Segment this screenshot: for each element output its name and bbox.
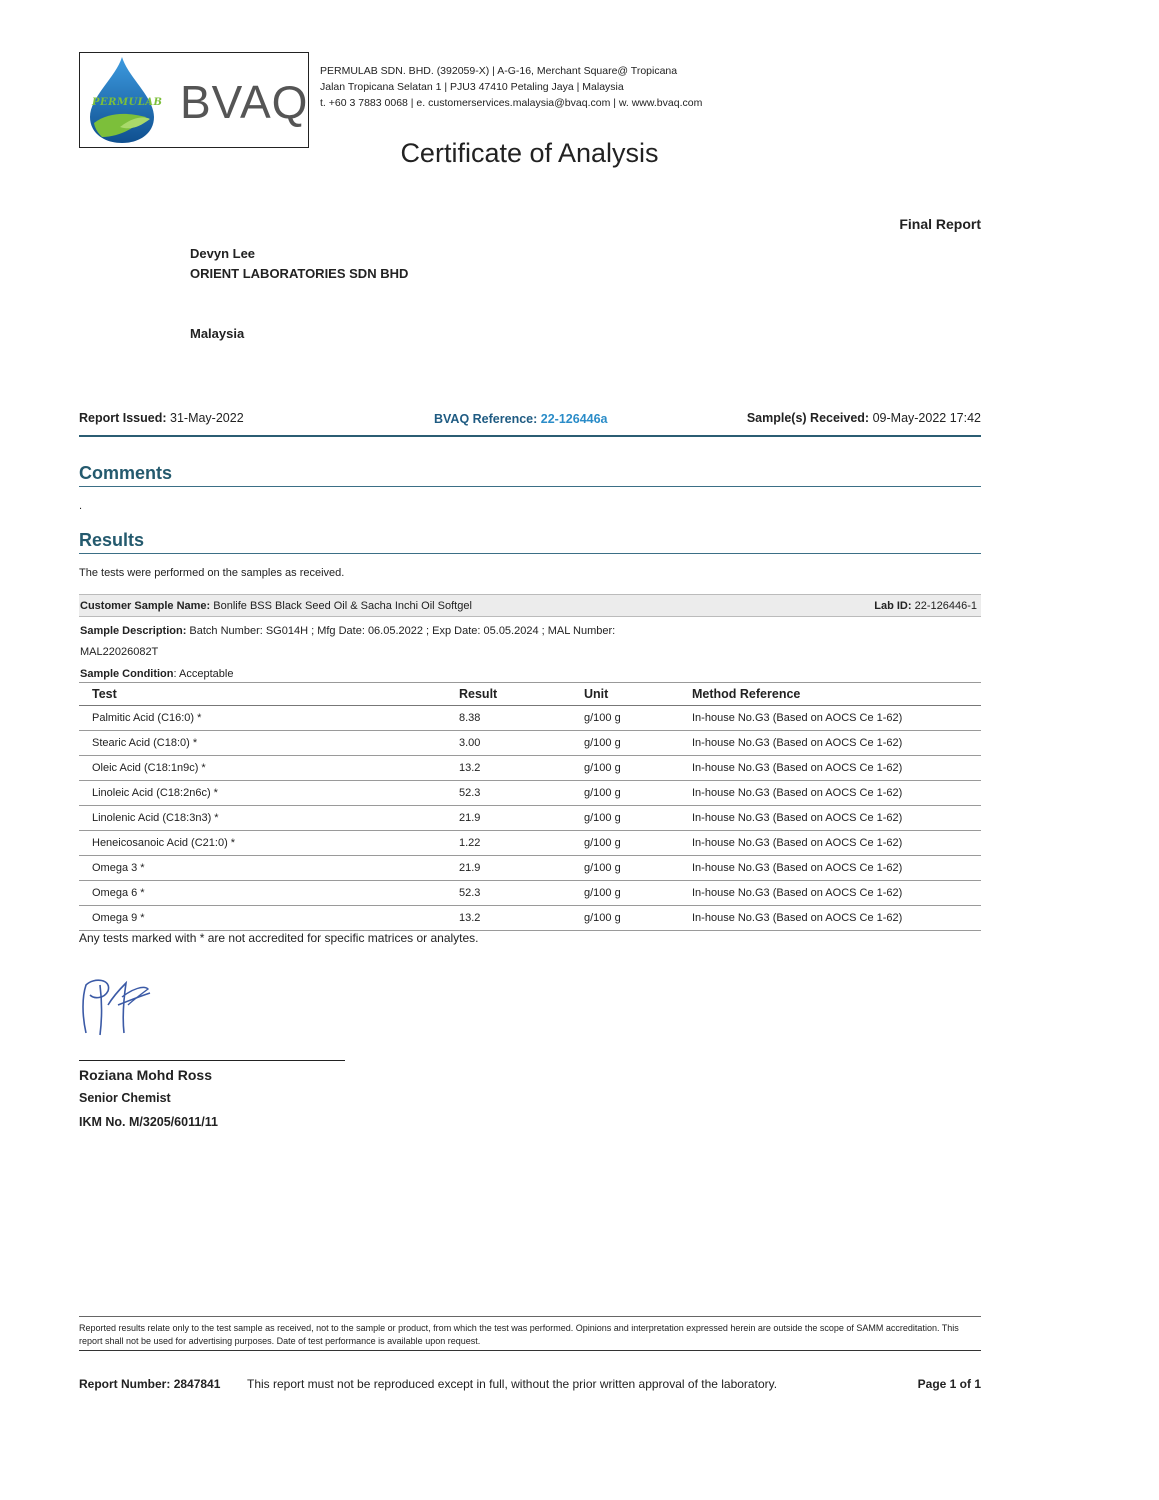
- sample-description-cont: MAL22026082T: [80, 646, 159, 658]
- lab-id: [874, 600, 977, 612]
- test-cell: Omega 9 *: [79, 906, 459, 931]
- method-cell: In-house No.G3 (Based on AOCS Ce 1-62): [692, 706, 981, 731]
- column-header-test: Test: [79, 683, 459, 706]
- reproduce-note: This report must not be reproduced except in full, without the prior written approval of the laboratory.: [247, 1377, 778, 1391]
- method-cell: In-house No.G3 (Based on AOCS Ce 1-62): [692, 806, 981, 831]
- sample-description: [80, 625, 615, 637]
- sample-condition-label: Sample Condition: [80, 668, 174, 680]
- test-cell: Omega 6 *: [79, 881, 459, 906]
- lab-id-value: 22-126446-1: [914, 600, 977, 612]
- company-logo: [79, 52, 309, 148]
- results-table: [79, 683, 981, 931]
- method-cell: In-house No.G3 (Based on AOCS Ce 1-62): [692, 881, 981, 906]
- test-cell: Linolenic Acid (C18:3n3) *: [79, 806, 459, 831]
- divider: [79, 1350, 981, 1351]
- page-number: Page 1 of 1: [917, 1377, 981, 1391]
- address-line: t. +60 3 7883 0068 | e. customerservices.malaysia@bvaq.com | w. www.bvaq.com: [320, 97, 703, 109]
- unit-cell: g/100 g: [584, 781, 692, 806]
- report-issued-label: Report Issued:: [79, 411, 167, 425]
- footer-disclaimer: Reported results relate only to the test sample as received, not to the sample or product, from which the test was performed. Opinions and interpretation expressed herein are outside the scope of SAMM accreditation. This report shall not be used for advertising purposes. Date of test performance is available upon request.: [79, 1323, 959, 1346]
- table-row: [79, 706, 981, 731]
- column-header-result: Result: [459, 683, 584, 706]
- method-cell: In-house No.G3 (Based on AOCS Ce 1-62): [692, 906, 981, 931]
- report-number: [79, 1377, 220, 1391]
- report-status: Final Report: [899, 216, 981, 232]
- unit-cell: g/100 g: [584, 806, 692, 831]
- address-line: Jalan Tropicana Selatan 1 | PJU3 47410 Petaling Jaya | Malaysia: [320, 81, 624, 93]
- bvaq-reference-value: 22-126446a: [540, 412, 608, 426]
- table-row: [79, 731, 981, 756]
- customer-sample-name-label: Customer Sample Name:: [80, 600, 211, 612]
- comments-heading: Comments: [79, 463, 173, 483]
- bvaq-reference-label: BVAQ Reference:: [434, 412, 538, 426]
- sample-description-label: Sample Description:: [80, 625, 187, 637]
- unit-cell: g/100 g: [584, 906, 692, 931]
- unit-cell: g/100 g: [584, 756, 692, 781]
- test-cell: Palmitic Acid (C16:0) *: [79, 706, 459, 731]
- column-header-unit: Unit: [584, 683, 692, 706]
- unit-cell: g/100 g: [584, 731, 692, 756]
- sample-condition-value: : Acceptable: [173, 668, 234, 680]
- method-cell: In-house No.G3 (Based on AOCS Ce 1-62): [692, 781, 981, 806]
- signatory-ikm: IKM No. M/3205/6011/11: [79, 1115, 218, 1129]
- result-cell: 21.9: [459, 856, 584, 881]
- result-cell: 13.2: [459, 756, 584, 781]
- customer-sample-name: [80, 600, 472, 612]
- result-cell: 3.00: [459, 731, 584, 756]
- table-header-row: [79, 683, 981, 706]
- method-cell: In-house No.G3 (Based on AOCS Ce 1-62): [692, 731, 981, 756]
- method-cell: In-house No.G3 (Based on AOCS Ce 1-62): [692, 856, 981, 881]
- results-table-body: [79, 706, 981, 931]
- client-company: ORIENT LABORATORIES SDN BHD: [190, 266, 409, 281]
- sample-description-value: Batch Number: SG014H ; Mfg Date: 06.05.2022 ; Exp Date: 05.05.2024 ; MAL Number:: [189, 625, 616, 637]
- table-row: [79, 831, 981, 856]
- test-cell: Linoleic Acid (C18:2n6c) *: [79, 781, 459, 806]
- table-row: [79, 806, 981, 831]
- report-meta: [79, 411, 981, 431]
- unit-cell: g/100 g: [584, 831, 692, 856]
- divider: [79, 1316, 981, 1317]
- sample-header-bar: [79, 594, 981, 617]
- bvaq-reference: [434, 412, 608, 426]
- result-cell: 1.22: [459, 831, 584, 856]
- logo-wordmark: BVAQ: [180, 76, 309, 128]
- test-cell: Heneicosanoic Acid (C21:0) *: [79, 831, 459, 856]
- signatory-title: Senior Chemist: [79, 1091, 171, 1105]
- table-row: [79, 881, 981, 906]
- client-name: Devyn Lee: [190, 246, 256, 261]
- unit-cell: g/100 g: [584, 881, 692, 906]
- report-number-label: Report Number:: [79, 1377, 171, 1391]
- results-heading: Results: [79, 530, 145, 550]
- sample-condition: [80, 668, 233, 680]
- signature-image: [78, 975, 158, 1041]
- test-cell: Omega 3 *: [79, 856, 459, 881]
- comments-text: .: [79, 500, 83, 512]
- report-number-value: 2847841: [173, 1377, 221, 1391]
- method-cell: In-house No.G3 (Based on AOCS Ce 1-62): [692, 831, 981, 856]
- divider: [79, 486, 981, 487]
- sample-received: [747, 411, 981, 425]
- unit-cell: g/100 g: [584, 706, 692, 731]
- unit-cell: g/100 g: [584, 856, 692, 881]
- document-title: Certificate of Analysis: [400, 138, 659, 168]
- client-country: Malaysia: [190, 326, 245, 341]
- signature-line: [79, 1060, 345, 1061]
- report-issued-value: 31-May-2022: [170, 411, 244, 425]
- table-row: [79, 906, 981, 931]
- table-row: [79, 756, 981, 781]
- lab-address: [320, 63, 702, 111]
- method-cell: In-house No.G3 (Based on AOCS Ce 1-62): [692, 756, 981, 781]
- customer-sample-name-value: Bonlife BSS Black Seed Oil & Sacha Inchi Oil Softgel: [213, 600, 472, 612]
- sample-received-label: Sample(s) Received:: [746, 411, 870, 425]
- address-line: PERMULAB SDN. BHD. (392059-X) | A-G-16, Merchant Square@ Tropicana: [320, 65, 678, 77]
- divider: [79, 553, 981, 554]
- lab-id-label: Lab ID:: [874, 600, 912, 612]
- test-cell: Stearic Acid (C18:0) *: [79, 731, 459, 756]
- divider: [79, 435, 981, 437]
- test-cell: Oleic Acid (C18:1n9c) *: [79, 756, 459, 781]
- sample-received-value: 09-May-2022 17:42: [872, 411, 981, 425]
- result-cell: 21.9: [459, 806, 584, 831]
- result-cell: 8.38: [459, 706, 584, 731]
- result-cell: 13.2: [459, 906, 584, 931]
- logo-script-text: PERMULAB: [92, 97, 163, 108]
- result-cell: 52.3: [459, 781, 584, 806]
- result-cell: 52.3: [459, 881, 584, 906]
- accreditation-note: Any tests marked with * are not accredited for specific matrices or analytes.: [79, 931, 479, 945]
- results-intro: The tests were performed on the samples as received.: [79, 567, 345, 579]
- table-row: [79, 856, 981, 881]
- signatory-name: Roziana Mohd Ross: [79, 1067, 213, 1083]
- table-row: [79, 781, 981, 806]
- report-issued: [79, 411, 244, 425]
- column-header-method: Method Reference: [692, 683, 981, 706]
